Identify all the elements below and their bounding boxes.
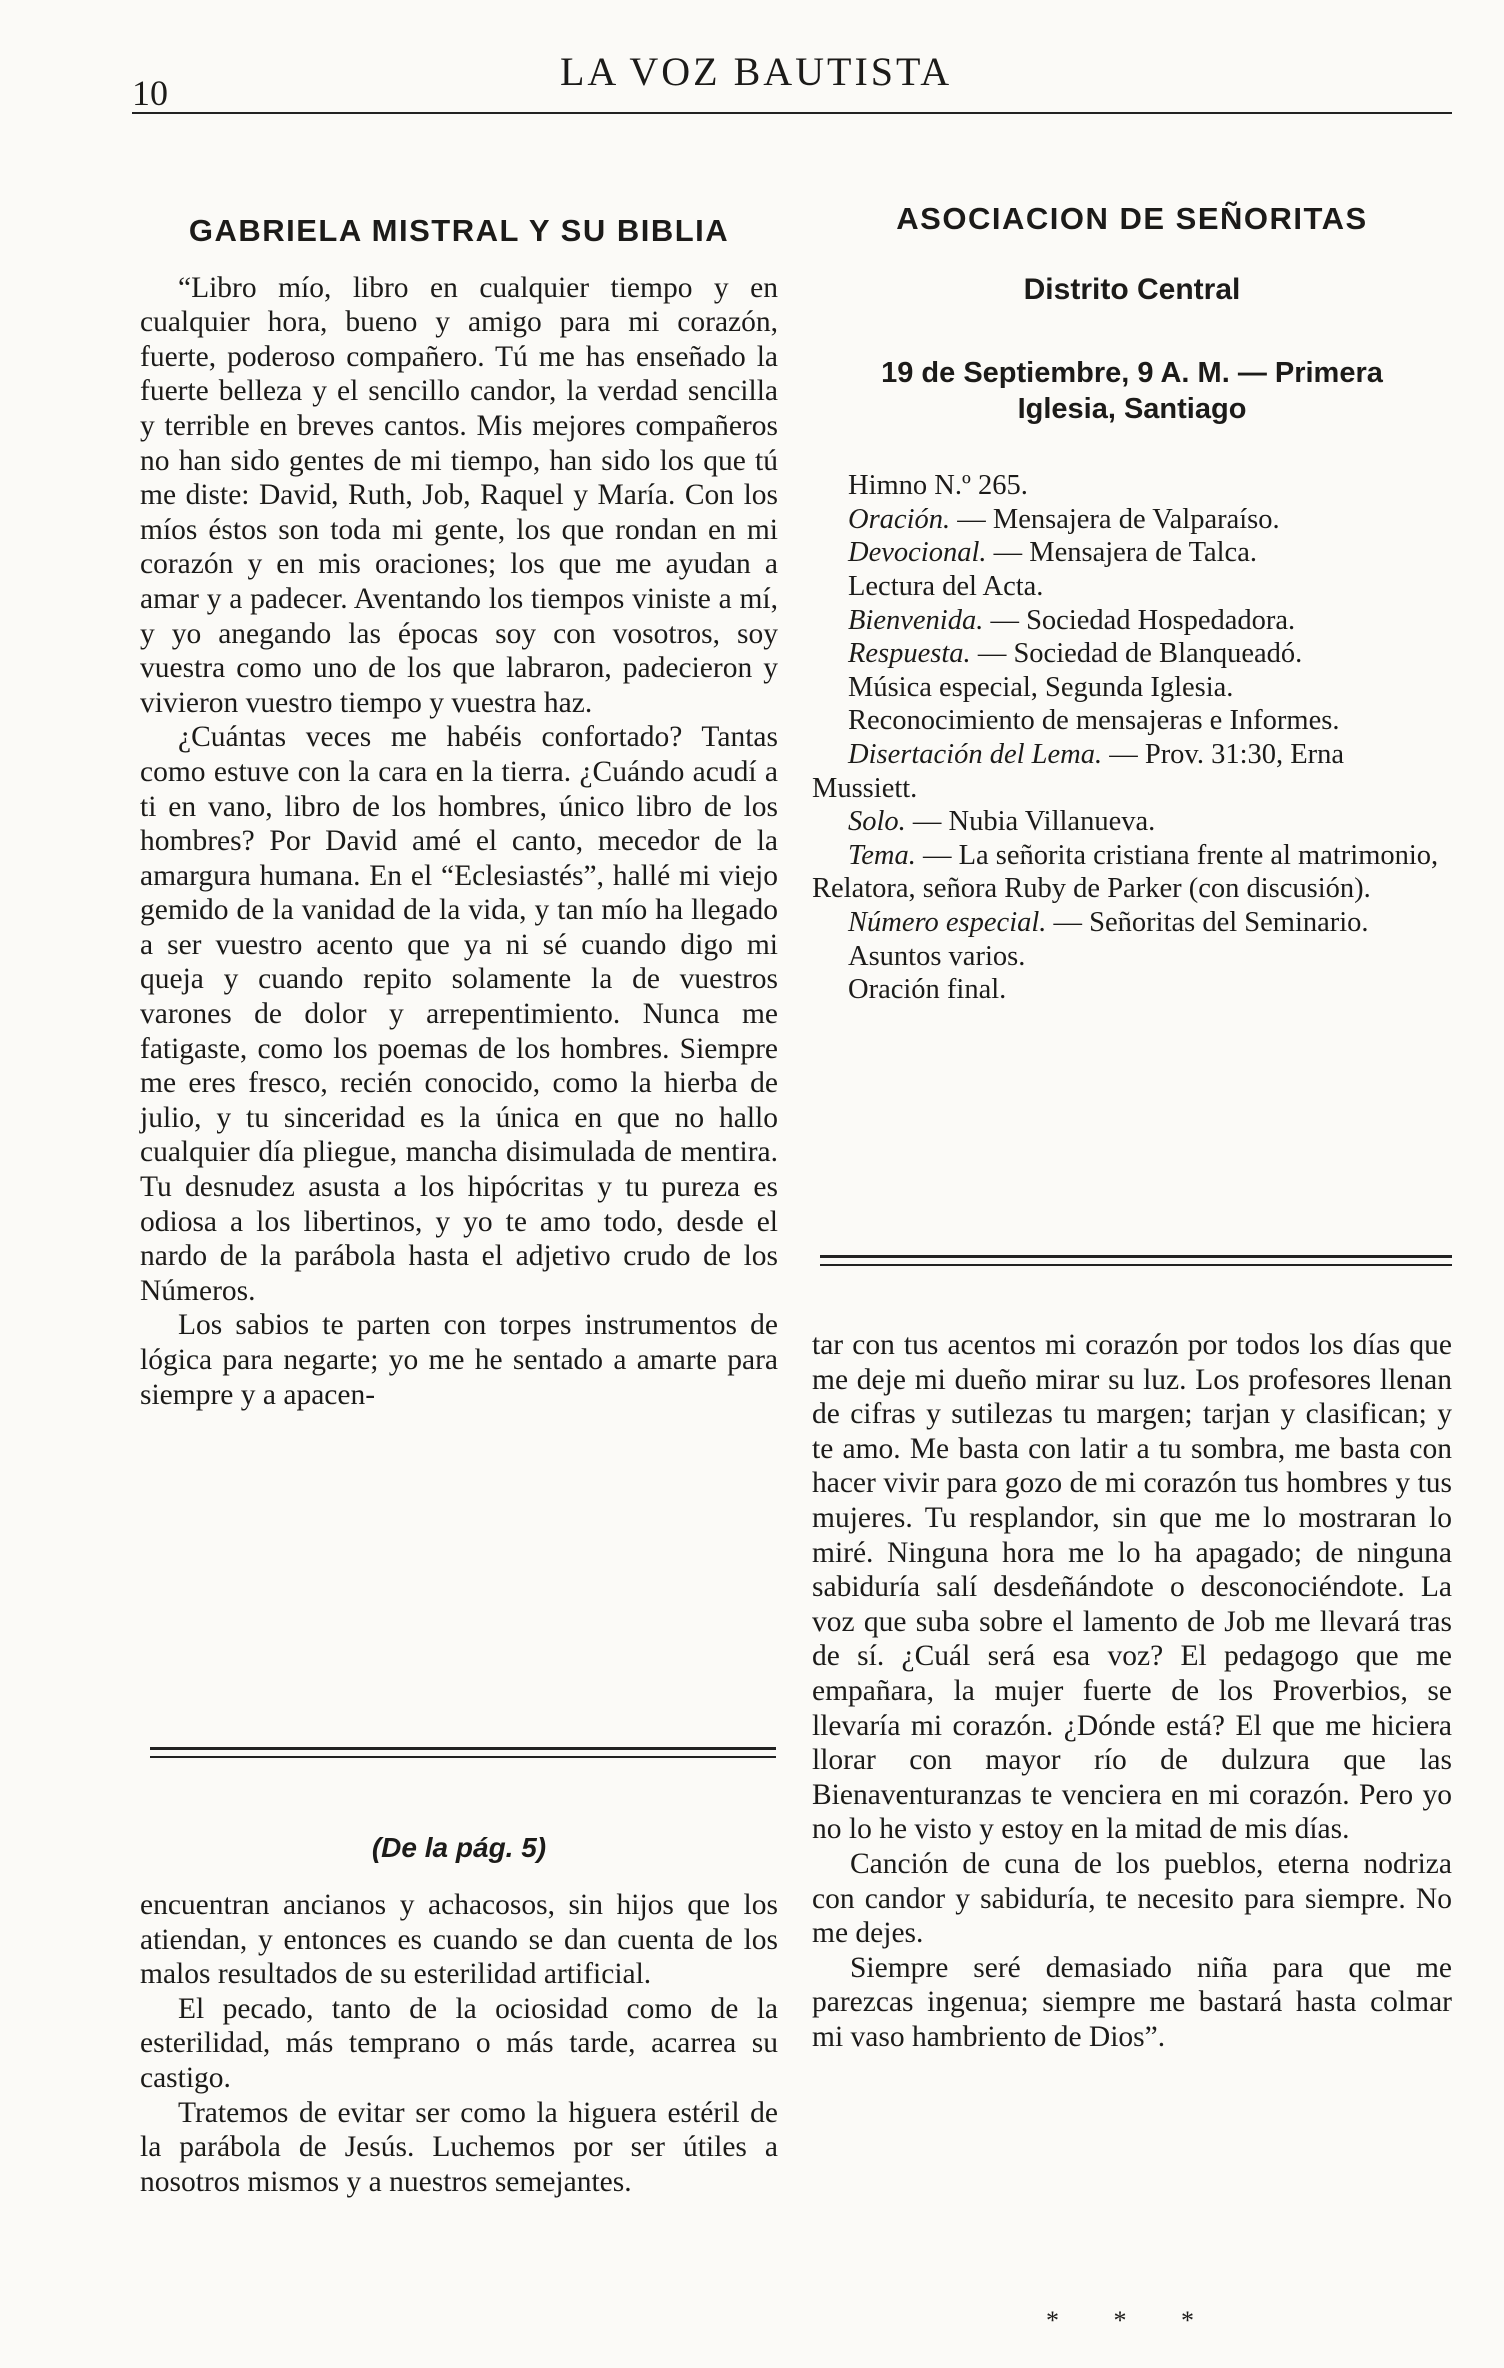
program-item [812,940,1452,974]
program-item [812,604,1452,638]
article-paragraph: ¿Cuántas veces me habéis confortado? Tantas como estuve con la cara en la tierra. ¿Cuándo acudí a ti en vano, libro de los hombres, único libro de los hombres? Por David amé el canto, mecedor de la amargura humana. En el “Eclesiastés”, hallé mi viejo gemido de la vanidad de la vida, y tan mío ha llegado a ser vuestro acento que ya ni sé cuando digo mi queja y cuando repito solamente la de vuestros varones de dolor y arrepentimiento. Nunca me fatigaste, como los poemas de los hombres. Siempre me eres fresco, recién conocido, como la hierba de julio, y tu sinceridad es la única en que no hallo cualquier día pliegue, mancha disimulada de mentira. Tu desnudez asusta a los hipócritas y tu pureza es odiosa a los libertinos, y yo te amo todo, desde el nardo de la parábola hasta el adjetivo crudo de los Números. [140,721,778,1307]
program-item-text: — Nubia Villanueva. [905,806,1156,838]
program-item-text: Asuntos varios. [848,940,1026,972]
program-item [812,906,1452,940]
program-item-text: — La señorita cristiana frente al matrimonio, Relatora, señora Ruby de Parker (con discusión). [812,839,1439,905]
header-rule [132,112,1452,114]
article-paragraph: El pecado, tanto de la ociosidad como de la esterilidad, más temprano o más tarde, acarrea su castigo. [140,1992,778,2094]
article-asociacion [812,202,1452,1007]
program-item-text: — Señoritas del Seminario. [1046,906,1369,938]
program-item-text: Himno N.º 265. [848,470,1028,502]
program-item-text: — Mensajera de Talca. [986,537,1257,569]
program-item-label: Tema. [848,839,916,871]
program-item-text: Reconocimiento de mensajeras e Informes. [848,705,1340,737]
continuation-label: (De la pág. 5) [371,1832,547,1863]
program-item-label: Disertación del Lema. [848,738,1103,770]
article-paragraph: Canción de cuna de los pueblos, eterna nodriza con candor y sabiduría, te necesito para siempre. No me dejes. [812,1847,1452,1950]
article-paragraph: encuentran ancianos y achacosos, sin hijos que los atiendan, y entonces es cuando se dan cuenta de los malos resultados de su esterilidad artificial. [140,1889,778,1991]
article-gabriela-mistral [140,214,778,1412]
program-item [812,738,1452,805]
program-item-label: Oración. [848,503,951,535]
program-item [812,570,1452,604]
article-title: ASOCIACION DE SEÑORITAS [896,201,1368,236]
section-divider [820,1255,1452,1266]
program-item [812,839,1452,906]
program-item-label: Devocional. [848,537,987,569]
program-item [812,704,1452,738]
section-divider [150,1747,776,1758]
program-item-text: — Sociedad Hospedadora. [983,604,1296,636]
program-item-text: Oración final. [848,974,1007,1006]
event-date: 19 de Septiembre, 9 A. M. — Primera [881,357,1383,390]
article-paragraph: tar con tus acentos mi corazón por todos los días que me deje mi dueño mirar su luz. Los profesores llenan de cifras y sutilezas tu margen; tarjan y clasifican; y te amo. Me basta con latir a tu sombra, me basta con hacer vivir para gozo de mi corazón tus hombres y tus mujeres. Tu resplandor, sin que me lo mostraran lo miré. Ninguna hora me lo ha apagado; de ninguna sabiduría salí desdeñándote o desconociéndote. La voz que suba sobre el lamento de Job me llevará tras de sí. ¿Cuál será esa voz? El pedagogo que me empañara, la mujer fuerte de los Proverbios, se llevaría mi corazón. ¿Dónde está? El que me hiciera llorar con mayor río de dulzura que las Bienaventuranzas te venciera en mi corazón. Pero yo no lo he visto y estoy en la mitad de mis días. [812,1329,1452,1846]
running-title: LA VOZ BAUTISTA [560,49,953,94]
article-paragraph: Los sabios te parten con torpes instrumentos de lógica para negarte; yo me he sentado a amarte para siempre y a apacen- [140,1309,778,1411]
end-mark: * * * [1046,2306,1218,2335]
program-item [812,973,1452,1007]
program-item-label: Número especial. [848,906,1047,938]
program-item-text: — Sociedad de Blanqueadó. [970,638,1303,670]
program-item [812,536,1452,570]
program-item [812,503,1452,537]
program-item-text: Lectura del Acta. [848,570,1044,602]
article-paragraph: Siempre seré demasiado niña para que me parezcas ingenua; siempre me bastará hasta colmar mi vaso hambriento de Dios”. [812,1951,1452,2053]
page-number: 10 [132,73,168,113]
article-subtitle: Distrito Central [1023,272,1241,306]
program-item-label: Solo. [848,806,906,838]
article-gabriela-continued [812,1328,1452,2054]
program-item-label: Bienvenida. [848,604,984,636]
program-item-text: Música especial, Segunda Iglesia. [848,671,1234,703]
program-item-text: — Prov. 31:30, Erna Mussiett. [812,738,1345,804]
article-paragraph: “Libro mío, libro en cualquier tiempo y en cualquier hora, bueno y amigo para mi corazón, fuerte, poderoso compañero. Tú me has enseñado la fuerte belleza y el sencillo candor, la verdad sencilla y terrible en breves cantos. Mis mejores compañeros no han sido gentes de mi tiempo, han sido los que tú me diste: David, Ruth, Job, Raquel y María. Con los míos éstos son toda mi gente, los que rondan en mi corazón y en mis oraciones; los que me ayudan a amar y a padecer. Aventando los tiempos viniste a mí, y yo anegando las épocas soy con vosotros, soy vuestra como uno de los que labraron, padecieron y vivieron vuestro tiempo y vuestra haz. [140,271,778,719]
program-item [812,805,1452,839]
program-item [812,671,1452,705]
program-item [812,469,1452,503]
article-continuation [140,1888,778,2199]
program-item-text: — Mensajera de Valparaíso. [950,503,1280,535]
article-paragraph: Tratemos de evitar ser como la higuera estéril de la parábola de Jesús. Luchemos por ser útiles a nosotros mismos y a nuestros semejantes. [140,2096,778,2198]
article-title: GABRIELA MISTRAL Y SU BIBLIA [188,213,730,248]
program-item-label: Respuesta. [848,638,971,670]
program-list [812,469,1452,1007]
event-place: Iglesia, Santiago [1017,393,1247,426]
program-item [812,637,1452,671]
